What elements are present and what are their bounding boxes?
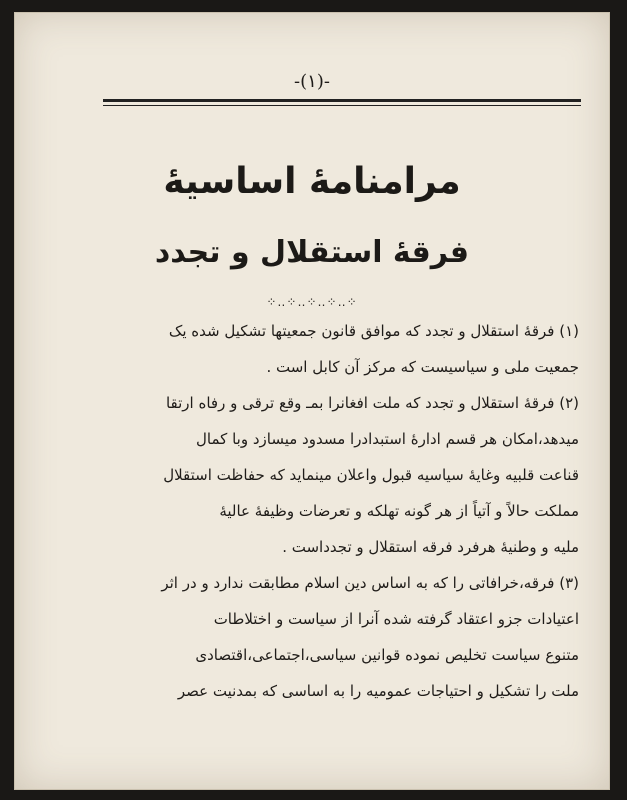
page-number: -(١)-	[294, 71, 330, 92]
text-line: میدهد،امکان هر قسم ادارهٔ استبدادرا مسدود میسازد وبا کمال	[196, 430, 579, 448]
text-line: قناعت قلبیه وغایهٔ سیاسیه قبول واعلان مینماید که حفاظت استقلال	[163, 466, 579, 484]
document-page	[14, 12, 610, 790]
text-line: (٣) فرقه،خرافاتی را که به اساس دین اسلام مطابقت ندارد و در اثر	[161, 574, 579, 592]
article-3	[111, 565, 579, 709]
document-title: مرامنامهٔ اساسیهٔ	[163, 161, 461, 202]
text-line: (٢) فرقهٔ استقلال و تجدد که ملت افغانرا بمـ وقع ترقی و رفاه ارتقا	[165, 394, 579, 412]
text-line: متنوع سیاست تخلیص نموده قوانین سیاسی،اجتماعی،اقتصادی	[195, 646, 579, 664]
text-line: جمعیت ملی و سیاسیست که مرکز آن کابل است .	[266, 358, 579, 376]
text-line: (١) فرقهٔ استقلال و تجدد که موافق قانون جمعیتها تشکیل شده یک	[168, 322, 579, 340]
text-line: مملکت حالاً و آتیاً از هر گونه تهلکه و تعرضات وظیفهٔ عالیهٔ	[219, 502, 579, 520]
text-line: ملیه و وطنیهٔ هرفرد فرقه استقلال و تجدداست .	[282, 538, 579, 556]
document-body	[111, 313, 579, 709]
article-1	[111, 313, 579, 385]
header-rule	[103, 99, 581, 106]
text-line: ملت را تشکیل و احتیاجات عمومیه را به اساسی که بمدنیت عصر	[177, 682, 579, 700]
text-line: اعتیادات جزو اعتقاد گرفته شده آنرا از سیاست و اختلاطات	[213, 610, 579, 628]
ornament-divider: ⁘‥⁘‥⁘‥⁘‥⁘	[266, 295, 358, 309]
document-subtitle: فرقهٔ استقلال و تجدد	[154, 235, 470, 270]
article-2	[111, 385, 579, 565]
